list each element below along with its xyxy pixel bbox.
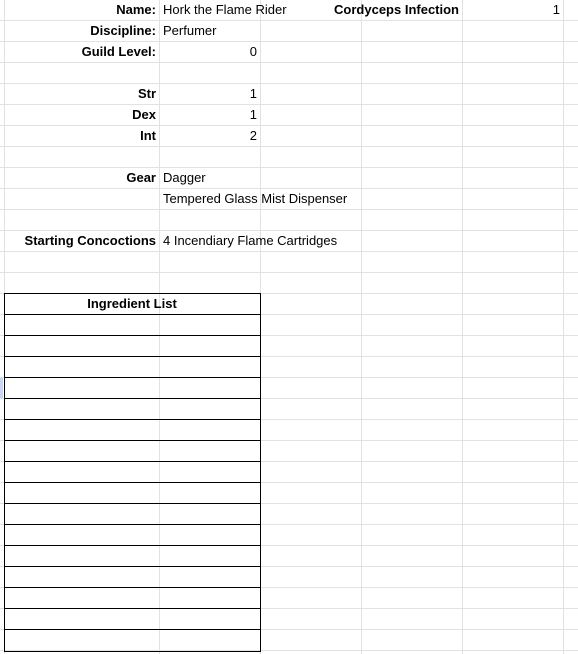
ingredient-column-divider [159, 315, 160, 651]
name-value[interactable]: Hork the Flame Rider [163, 2, 287, 17]
ingredient-row-border [4, 356, 260, 357]
dex-value[interactable]: 1 [249, 107, 257, 122]
ingredient-row-border [4, 629, 260, 630]
grid-col-line [563, 0, 564, 654]
ingredient-row-border [4, 314, 260, 315]
ingredient-list-header[interactable]: Ingredient List [87, 296, 177, 311]
str-label[interactable]: Str [137, 86, 156, 101]
guild-level-label[interactable]: Guild Level: [81, 44, 156, 59]
dex-label[interactable]: Dex [132, 107, 156, 122]
gear-item-mist-dispenser[interactable]: Tempered Glass Mist Dispenser [163, 191, 348, 206]
int-label[interactable]: Int [140, 128, 156, 143]
guild-level-value[interactable]: 0 [249, 44, 257, 59]
grid-row-line [0, 272, 578, 273]
discipline-label[interactable]: Discipline: [90, 23, 156, 38]
int-value[interactable]: 2 [249, 128, 257, 143]
grid-row-line [0, 251, 578, 252]
grid-row-line [0, 146, 578, 147]
row-selection-indicator [0, 378, 3, 398]
starting-concoctions-value[interactable]: 4 Incendiary Flame Cartridges [163, 233, 338, 248]
name-label[interactable]: Name: [116, 2, 156, 17]
ingredient-row-border [4, 461, 260, 462]
ingredient-row-border [4, 545, 260, 546]
gear-item-dagger[interactable]: Dagger [163, 170, 206, 185]
ingredient-row-border [4, 419, 260, 420]
discipline-value[interactable]: Perfumer [163, 23, 217, 38]
cordyceps-infection-value[interactable]: 1 [552, 2, 560, 17]
gear-label[interactable]: Gear [126, 170, 156, 185]
ingredient-row-border [4, 398, 260, 399]
grid-col-line [361, 0, 362, 654]
ingredient-row-border [4, 566, 260, 567]
ingredient-row-border [4, 524, 260, 525]
ingredient-row-border [4, 608, 260, 609]
grid-row-line [0, 62, 578, 63]
grid-col-line [462, 0, 463, 654]
str-value[interactable]: 1 [249, 86, 257, 101]
cordyceps-infection-label[interactable]: Cordyceps Infection [334, 2, 459, 17]
ingredient-row-border [4, 587, 260, 588]
grid-row-line [0, 209, 578, 210]
ingredient-row-border [4, 335, 260, 336]
ingredient-row-border [4, 482, 260, 483]
ingredient-list-table [4, 293, 261, 652]
starting-concoctions-label[interactable]: Starting Concoctions [24, 233, 156, 248]
ingredient-row-border [4, 503, 260, 504]
ingredient-row-border [4, 440, 260, 441]
ingredient-row-border [4, 377, 260, 378]
